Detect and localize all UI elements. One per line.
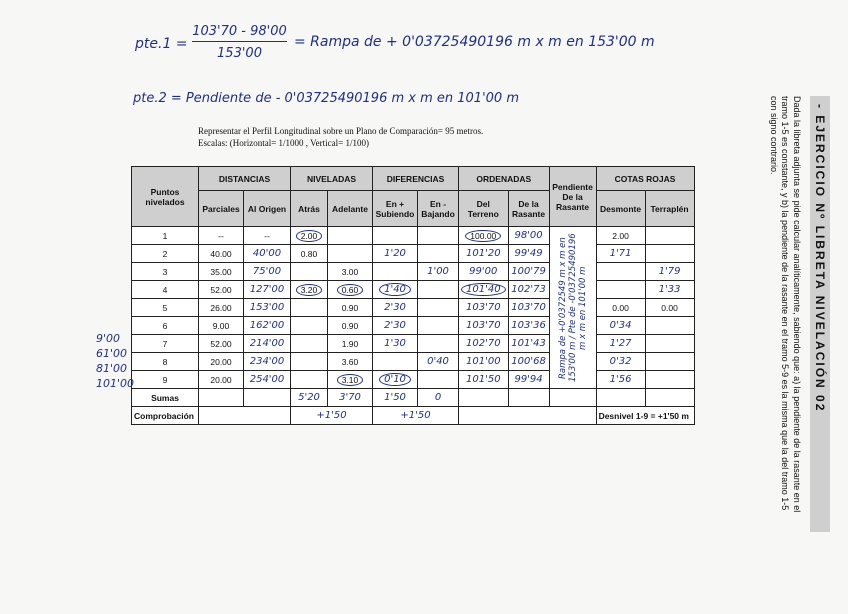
cell-parcial: 52.00: [199, 281, 244, 299]
cell-origen: 127'00: [244, 281, 291, 299]
cell-parcial: 35.00: [199, 263, 244, 281]
cell-adelante: 3.00: [328, 263, 373, 281]
cell-rasante: 98'00: [508, 227, 549, 245]
table-row: [132, 299, 695, 317]
cell-desmonte: [596, 281, 645, 299]
cell-pendiente-note: [549, 227, 596, 389]
cell-desmonte: 1'56: [596, 371, 645, 389]
cell-empty: [244, 389, 291, 407]
cell-rasante: 100'79: [508, 263, 549, 281]
subheader-desmonte: Desmonte: [596, 191, 645, 227]
sum-subiendo: 1'50: [373, 389, 418, 407]
circled-value: 3.10: [337, 374, 364, 386]
circled-value: 101'40: [461, 283, 506, 296]
exercise-body: Dada la libreta adjunta se pide calcular analíticamente, sabiendo que: a) la pendiente de la rasante en el tramo 1-5 es constante, y b) la pendiente de la rasante en el tramo 5-9 es la misma que la del tramo 1-5 con signo contrario.: [769, 96, 802, 513]
header-cotas-rojas: COTAS ROJAS: [596, 167, 694, 191]
margin-note: 81'00: [96, 362, 128, 375]
cell-subiendo: [373, 281, 418, 299]
cell-terraplen: [645, 353, 694, 371]
check-label: Comprobación: [132, 407, 199, 425]
cell-desmonte: [596, 263, 645, 281]
cell-bajando: [418, 371, 459, 389]
cell-terraplen: [645, 335, 694, 353]
cell-atras: [291, 281, 328, 299]
cell-punto: 1: [132, 227, 199, 245]
table-row: [132, 281, 695, 299]
cell-atras: 0.80: [291, 245, 328, 263]
circled-value: 0'10: [379, 373, 411, 386]
cell-adelante: [328, 281, 373, 299]
cell-bajando: [418, 317, 459, 335]
cell-desmonte: 0'34: [596, 317, 645, 335]
sum-bajando: 0: [418, 389, 459, 407]
cell-rasante: 103'70: [508, 299, 549, 317]
cell-terraplen: [645, 371, 694, 389]
cell-bajando: [418, 281, 459, 299]
leveling-table: [131, 166, 695, 425]
cell-punto: 8: [132, 353, 199, 371]
subheader-parciales: Parciales: [199, 191, 244, 227]
cell-rasante: 101'43: [508, 335, 549, 353]
cell-empty: [459, 407, 597, 425]
cell-bajando: [418, 227, 459, 245]
cell-origen: --: [244, 227, 291, 245]
cell-rasante: 99'94: [508, 371, 549, 389]
pte1-denominator: 153'00: [217, 46, 262, 61]
subheader-subiendo: En + Subiendo: [373, 191, 418, 227]
cell-parcial: 20.00: [199, 353, 244, 371]
cell-origen: 75'00: [244, 263, 291, 281]
cell-terraplen: 1'33: [645, 281, 694, 299]
cell-desmonte: 2.00: [596, 227, 645, 245]
cell-terreno: 102'70: [459, 335, 509, 353]
check-diferencias: +1'50: [373, 407, 459, 425]
cell-desmonte: 1'71: [596, 245, 645, 263]
header-puntos: Puntos nivelados: [132, 167, 199, 227]
cell-atras: [291, 263, 328, 281]
cell-empty: [596, 389, 645, 407]
cell-rasante: 99'49: [508, 245, 549, 263]
cell-atras: [291, 299, 328, 317]
cell-terraplen: [645, 317, 694, 335]
cell-subiendo: [373, 371, 418, 389]
cell-rasante: 103'36: [508, 317, 549, 335]
subheader-origen: Al Origen: [244, 191, 291, 227]
header-ordenadas: ORDENADAS: [459, 167, 550, 191]
sums-row: [132, 389, 695, 407]
cell-parcial: 52.00: [199, 335, 244, 353]
cell-terreno: 101'20: [459, 245, 509, 263]
subheader-atras: Atrás: [291, 191, 328, 227]
cell-terreno: 101'50: [459, 371, 509, 389]
cell-empty: [459, 389, 509, 407]
cell-punto: 6: [132, 317, 199, 335]
header-row-1: [132, 167, 695, 191]
cell-subiendo: [373, 263, 418, 281]
cell-terreno: 103'70: [459, 317, 509, 335]
instructions-line-1: Representar el Perfil Longitudinal sobre un Plano de Comparación= 95 metros.: [198, 126, 484, 136]
cell-terreno: 103'70: [459, 299, 509, 317]
circled-value: 100.00: [465, 230, 501, 242]
header-pendiente-label: Pendiente De la Rasante: [552, 181, 593, 212]
header-diferencias: DIFERENCIAS: [373, 167, 459, 191]
cell-parcial: 26.00: [199, 299, 244, 317]
cell-punto: 3: [132, 263, 199, 281]
check-row: [132, 407, 695, 425]
cell-adelante: [328, 227, 373, 245]
pte1-numerator: 103'70 - 98'00: [192, 24, 287, 42]
table-row: [132, 245, 695, 263]
cell-empty: [199, 407, 291, 425]
margin-notes: [96, 331, 134, 391]
pte2-result: pte.2 = Pendiente de - 0'03725490196 m x m en 101'00 m: [133, 91, 519, 106]
cell-punto: 7: [132, 335, 199, 353]
cell-subiendo: 2'30: [373, 299, 418, 317]
subheader-terreno: Del Terreno: [459, 191, 509, 227]
cell-adelante: 3.60: [328, 353, 373, 371]
subheader-adelante: Adelante: [328, 191, 373, 227]
cell-atras: [291, 335, 328, 353]
cell-terraplen: 0.00: [645, 299, 694, 317]
cell-origen: 234'00: [244, 353, 291, 371]
cell-desmonte: 0'32: [596, 353, 645, 371]
desnivel-result: Desnivel 1-9 = +1'50 m: [596, 407, 694, 425]
cell-subiendo: 1'20: [373, 245, 418, 263]
subheader-rasante: De la Rasante: [508, 191, 549, 227]
cell-empty: [549, 389, 596, 407]
cell-punto: 4: [132, 281, 199, 299]
cell-desmonte: 1'27: [596, 335, 645, 353]
cell-terreno: [459, 227, 509, 245]
cell-parcial: --: [199, 227, 244, 245]
circled-value: 1'40: [379, 283, 411, 296]
cell-punto: 9: [132, 371, 199, 389]
cell-terreno: 101'00: [459, 353, 509, 371]
cell-empty: [508, 389, 549, 407]
cell-rasante: 102'73: [508, 281, 549, 299]
cell-terraplen: 1'79: [645, 263, 694, 281]
exercise-statement: [730, 96, 830, 606]
header-pendiente: [549, 167, 596, 227]
cell-desmonte: 0.00: [596, 299, 645, 317]
cell-rasante: 100'68: [508, 353, 549, 371]
cell-bajando: 0'40: [418, 353, 459, 371]
table-row: [132, 371, 695, 389]
cell-punto: 2: [132, 245, 199, 263]
table-row: [132, 227, 695, 245]
margin-note: 61'00: [96, 347, 128, 360]
header-row-2: [132, 191, 695, 227]
header-niveladas: NIVELADAS: [291, 167, 373, 191]
subheader-bajando: En - Bajando: [418, 191, 459, 227]
cell-atras: [291, 371, 328, 389]
pte1-label: pte.1 =: [135, 36, 188, 52]
margin-note: 101'00: [96, 377, 135, 390]
cell-adelante: [328, 245, 373, 263]
cell-adelante: [328, 371, 373, 389]
cell-atras: [291, 227, 328, 245]
cell-parcial: 40.00: [199, 245, 244, 263]
circled-value: 3.20: [296, 284, 323, 296]
cell-terreno: 99'00: [459, 263, 509, 281]
circled-value: 2.00: [296, 230, 323, 242]
cell-empty: [645, 389, 694, 407]
circled-value: 0.60: [337, 284, 364, 296]
cell-adelante: 0.90: [328, 317, 373, 335]
subheader-terraplen: Terraplén: [645, 191, 694, 227]
cell-origen: 153'00: [244, 299, 291, 317]
cell-subiendo: [373, 353, 418, 371]
cell-atras: [291, 317, 328, 335]
cell-origen: 214'00: [244, 335, 291, 353]
cell-subiendo: [373, 227, 418, 245]
cell-parcial: 20.00: [199, 371, 244, 389]
sum-adelante: 3'70: [328, 389, 373, 407]
pte1-fraction: [192, 24, 287, 61]
cell-terreno: [459, 281, 509, 299]
cell-origen: 254'00: [244, 371, 291, 389]
cell-origen: 162'00: [244, 317, 291, 335]
sums-label: Sumas: [132, 389, 199, 407]
header-distancias: DISTANCIAS: [199, 167, 291, 191]
cell-punto: 5: [132, 299, 199, 317]
instructions-line-2: Escalas: (Horizontal= 1/1000 , Vertical= 1/100): [198, 138, 369, 148]
sum-atras: 5'20: [291, 389, 328, 407]
table-row: [132, 263, 695, 281]
cell-terraplen: [645, 245, 694, 263]
cell-bajando: [418, 335, 459, 353]
cell-empty: [199, 389, 244, 407]
table-row: [132, 353, 695, 371]
cell-bajando: [418, 299, 459, 317]
margin-note: 9'00: [96, 332, 121, 345]
cell-bajando: [418, 245, 459, 263]
cell-bajando: 1'00: [418, 263, 459, 281]
cell-adelante: 1.90: [328, 335, 373, 353]
exercise-title: - EJERCICIO Nº LIBRETA NIVELACIÓN 02: [810, 96, 830, 532]
table-row: [132, 335, 695, 353]
cell-subiendo: 2'30: [373, 317, 418, 335]
cell-atras: [291, 353, 328, 371]
pte1-result: = Rampa de + 0'0372549019​6 m x m en 153'00 m: [294, 34, 655, 50]
cell-terraplen: [645, 227, 694, 245]
instructions: [198, 125, 483, 149]
cell-subiendo: 1'30: [373, 335, 418, 353]
check-niveladas: +1'50: [291, 407, 373, 425]
cell-origen: 40'00: [244, 245, 291, 263]
table-row: [132, 317, 695, 335]
pendiente-handwritten-note: Rampa de +0'0372549 m x m en 153'00 m / Pte de -0'03725490196 m x m en 101'00 m: [557, 233, 588, 382]
cell-parcial: 9.00: [199, 317, 244, 335]
cell-adelante: 0.90: [328, 299, 373, 317]
